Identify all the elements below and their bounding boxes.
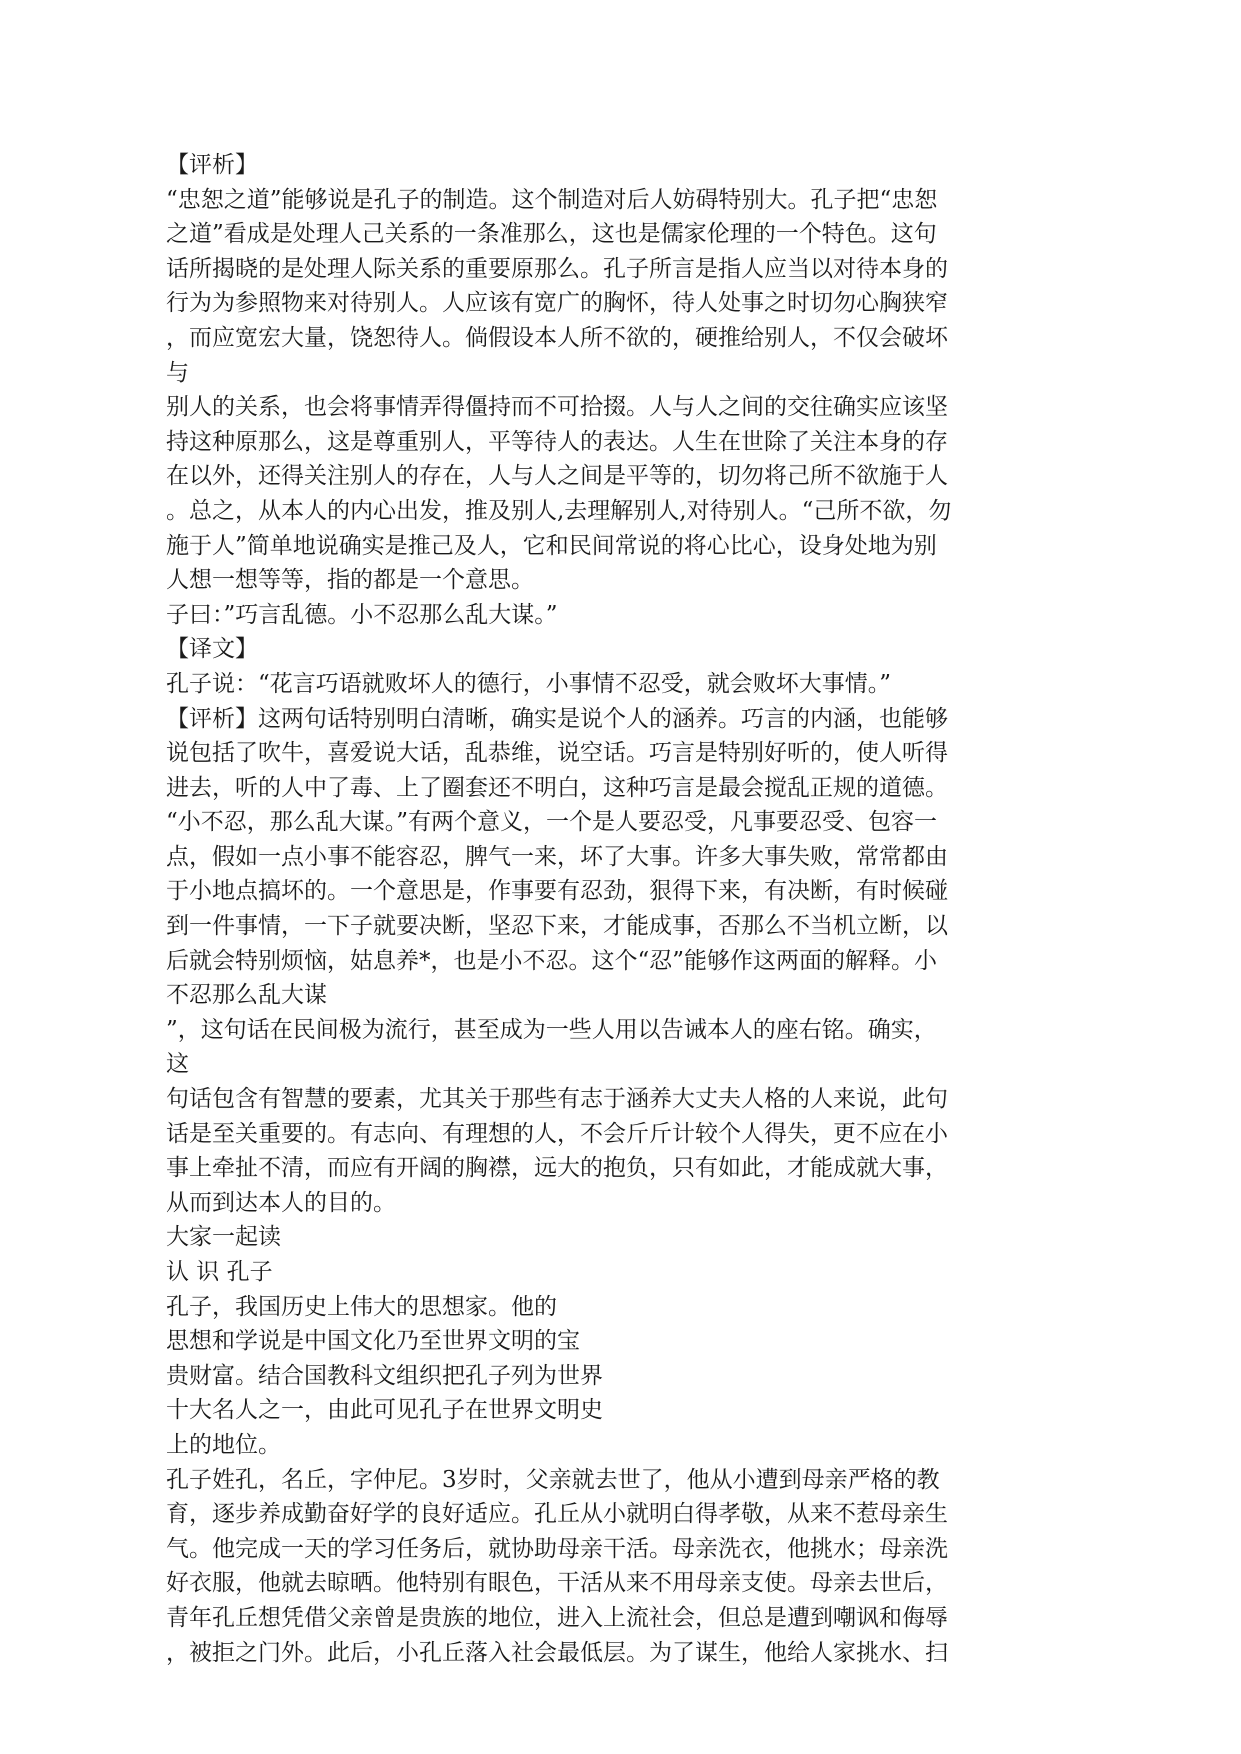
text-line: 事上牵扯不清，而应有开阔的胸襟，远大的抱负，只有如此，才能成就大事， [166,1155,948,1182]
text-line: 与 [166,359,189,386]
text-line: 孔子说：“花言巧语就败坏人的德行，小事情不忍受，就会败坏大事情。” [166,670,892,697]
text-line: 行为为参照物来对待别人。人应该有宽广的胸怀，待人处事之时切勿心胸狭窄 [166,290,948,317]
text-line: 在以外，还得关注别人的存在，人与人之间是平等的，切勿将己所不欲施于人 [166,463,948,490]
text-line: 到一件事情，一下子就要决断，坚忍下来，才能成事，否那么不当机立断，以 [166,913,948,940]
text-line: 从而到达本人的目的。 [166,1189,396,1216]
text-line: ，而应宽宏大量，饶恕待人。倘假设本人所不欲的，硬推给别人，不仅会破坏 [166,324,948,351]
text-line: 【评析】这两句话特别明白清晰，确实是说个人的涵养。巧言的内涵，也能够 [166,705,948,732]
text-line: 孔子姓孔，名丘，字仲尼。3岁时，父亲就去世了，他从小遭到母亲严格的教 [166,1466,940,1493]
text-line: 十大名人之一，由此可见孔子在世界文明史 [166,1397,603,1424]
text-line: “忠恕之道”能够说是孔子的制造。这个制造对后人妨碍特别大。孔子把“忠恕 [166,186,938,213]
text-line: 别人的关系，也会将事情弄得僵持而不可拾掇。人与人之间的交往确实应该坚 [166,394,948,421]
text-line: 持这种原那么，这是尊重别人，平等待人的表达。人生在世除了关注本身的存 [166,428,948,455]
text-line: 于小地点搞坏的。一个意思是，作事要有忍劲，狠得下来，有决断，有时候碰 [166,878,948,905]
text-line: 【评析】 [166,152,258,178]
text-line: ”，这句话在民间极为流行，甚至成为一些人用以告诫本人的座右铭。确实， [166,1016,937,1043]
text-line: 点，假如一点小事不能容忍，脾气一来，坏了大事。许多大事失败，常常都由 [166,843,948,870]
text-line: 孔子，我国历史上伟大的思想家。他的 [166,1293,557,1320]
text-line: 说包括了吹牛，喜爱说大话，乱恭维，说空话。巧言是特别好听的，使人听得 [166,740,948,767]
text-line: 进去，听的人中了毒、上了圈套还不明白，这种巧言是最会搅乱正规的道德。 [166,774,948,801]
text-line: 思想和学说是中国文化乃至世界文明的宝 [166,1328,580,1355]
text-line: 句话包含有智慧的要素，尤其关于那些有志于涵养大丈夫人格的人来说，此句 [166,1086,948,1113]
text-line: 不忍那么乱大谋 [166,982,327,1009]
text-line: 上的地位。 [166,1431,281,1458]
text-line: 之道”看成是处理人己关系的一条准那么，这也是儒家伦理的一个特色。这句 [166,221,937,248]
text-line: 育，逐步养成勤奋好学的良好适应。孔丘从小就明白得孝敬，从来不惹母亲生 [166,1501,948,1528]
text-line: 【译文】 [166,636,258,663]
text-line: 话所揭晓的是处理人际关系的重要原那么。孔子所言是指人应当以对待本身的 [166,255,948,282]
text-line: 这 [166,1051,189,1078]
text-line: ，被拒之门外。此后，小孔丘落入社会最低层。为了谋生，他给人家挑水、扫 [166,1639,948,1666]
text-line: 人想一想等等，指的都是一个意思。 [166,567,534,594]
text-line: 话是至关重要的。有志向、有理想的人，不会斤斤计较个人得失，更不应在小 [166,1120,948,1147]
text-line: 施于人”简单地说确实是推己及人，它和民间常说的将心比心，设身处地为别 [166,532,937,559]
text-line: 贵财富。结合国教科文组织把孔子列为世界 [166,1362,603,1389]
text-line: 大家一起读 [166,1224,281,1251]
text-line: 子曰：”巧言乱德。小不忍那么乱大谋。” [166,601,558,628]
text-line: 好衣服，他就去晾晒。他特别有眼色，干活从来不用母亲支使。母亲去世后， [166,1570,948,1597]
text-line: 认 识 孔子 [166,1259,273,1285]
document-page [166,148,1056,1670]
text-line: 。总之，从本人的内心出发，推及别人,去理解别人,对待别人。“己所不欲，勿 [166,497,952,524]
text-line: “小不忍，那么乱大谋。”有两个意义，一个是人要忍受，凡事要忍受、包容一 [166,809,938,836]
text-line: 气。他完成一天的学习任务后，就协助母亲干活。母亲洗衣，他挑水；母亲洗 [166,1535,948,1562]
text-line: 青年孔丘想凭借父亲曾是贵族的地位，进入上流社会，但总是遭到嘲讽和侮辱 [166,1604,948,1631]
text-line: 后就会特别烦恼，姑息养*，也是小不忍。这个“忍”能够作这两面的解释。小 [166,947,938,974]
